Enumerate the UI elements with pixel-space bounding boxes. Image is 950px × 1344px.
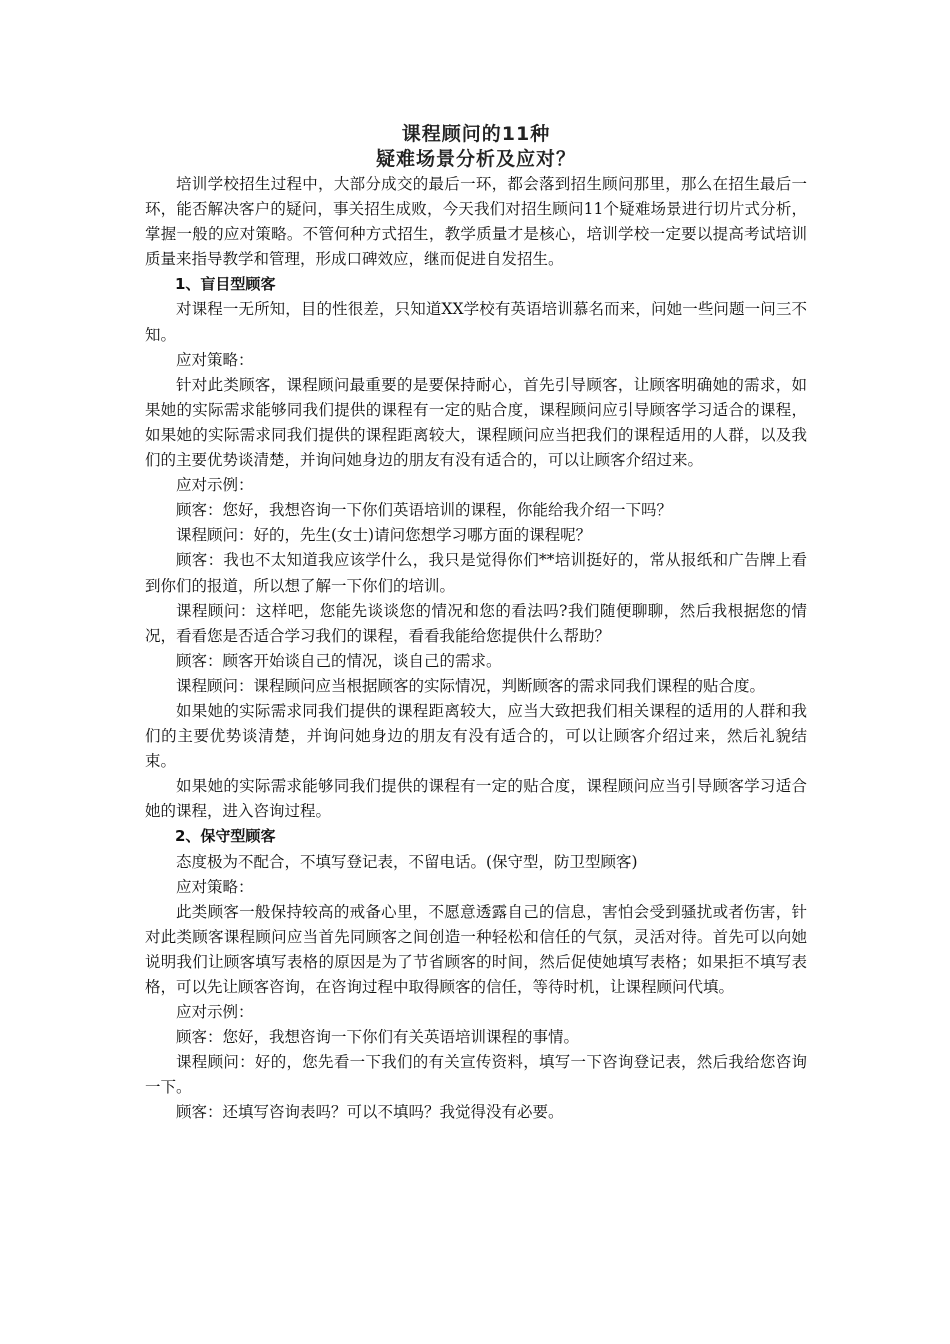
- paragraph: 应对策略：: [176, 877, 254, 896]
- section-heading-1: 1、盲目型顾客: [175, 275, 276, 294]
- paragraph: 如果她的实际需求同我们提供的课程距离较大，应当大致把我们相关课程的适用的人群和我们的主要优势谈清楚，并询问她身边的朋友有没有适合的，可以让顾客介绍过来，然后礼貌结束。: [145, 701, 807, 771]
- paragraph: 课程顾问：好的，您先看一下我们的有关宣传资料，填写一下咨询登记表，然后我给您咨询一下。: [145, 1053, 807, 1097]
- paragraph: 针对此类顾客，课程顾问最重要的是要保持耐心，首先引导顾客，让顾客明确她的需求，如果她的实际需求能够同我们提供的课程有一定的贴合度，课程顾问应引导顾客学习适合的课程，如果她的实际需求同我们提供的课程距离较大，课程顾问应当把我们的课程适用的人群，以及我们的主要优势谈清楚，并询问她身边的朋友有没有适合的，可以让顾客介绍过来。: [145, 375, 807, 470]
- paragraph: 课程顾问：这样吧，您能先谈谈您的情况和您的看法吗?我们随便聊聊，然后我根据您的情况，看看您是否适合学习我们的课程，看看我能给您提供什么帮助？: [145, 601, 807, 645]
- document-page: [145, 122, 807, 1126]
- paragraph: 应对示例：: [176, 476, 254, 495]
- paragraph: 顾客：还填写咨询表吗？可以不填吗？我觉得没有必要。: [176, 1103, 564, 1122]
- paragraph: 应对策略：: [176, 350, 254, 369]
- section-heading-2: 2、保守型顾客: [175, 827, 276, 846]
- paragraph: 顾客：顾客开始谈自己的情况，谈自己的需求。: [176, 651, 502, 670]
- paragraph: 课程顾问：课程顾问应当根据顾客的实际情况，判断顾客的需求同我们课程的贴合度。: [176, 676, 766, 695]
- paragraph: 应对示例：: [176, 1003, 254, 1022]
- paragraph: 此类顾客一般保持较高的戒备心里，不愿意透露自己的信息，害怕会受到骚扰或者伤害，针对此类顾客课程顾问应当首先同顾客之间创造一种轻松和信任的气氛，灵活对待。首先可以向她说明我们让顾客填写表格的原因是为了节省顾客的时间，然后促使她填写表格；如果拒不填写表格，可以先让顾客咨询，在咨询过程中取得顾客的信任，等待时机，让课程顾问代填。: [145, 902, 807, 996]
- paragraph: 顾客：您好，我想咨询一下你们有关英语培训课程的事情。: [176, 1028, 580, 1047]
- paragraph: 如果她的实际需求能够同我们提供的课程有一定的贴合度，课程顾问应当引导顾客学习适合她的课程，进入咨询过程。: [145, 777, 807, 821]
- intro-paragraph: 培训学校招生过程中，大部分成交的最后一环，都会落到招生顾问那里，那么在招生最后一环，能否解决客户的疑问，事关招生成败，今天我们对招生顾问11个疑难场景进行切片式分析，掌握一般的应对策略。不管何种方式招生，教学质量才是核心，培训学校一定要以提高考试培训质量来指导教学和管理，形成口碑效应，继而促进自发招生。: [145, 175, 807, 269]
- document-title-line1: 课程顾问的11种: [401, 123, 551, 145]
- paragraph: 态度极为不配合，不填写登记表，不留电话。(保守型，防卫型顾客): [176, 852, 638, 871]
- document-title-line2: 疑难场景分析及应对？: [375, 148, 576, 170]
- paragraph: 课程顾问：好的，先生(女士)请问您想学习哪方面的课程呢？: [176, 526, 592, 545]
- paragraph: 顾客：您好，我想咨询一下你们英语培训的课程，你能给我介绍一下吗？: [176, 501, 673, 520]
- paragraph: 顾客：我也不太知道我应该学什么，我只是觉得你们**培训挺好的，常从报纸和广告牌上看到你们的报道，所以想了解一下你们的培训。: [145, 551, 807, 595]
- paragraph: 对课程一无所知，目的性很差，只知道XX学校有英语培训慕名而来，问她一些问题一问三不知。: [145, 300, 807, 344]
